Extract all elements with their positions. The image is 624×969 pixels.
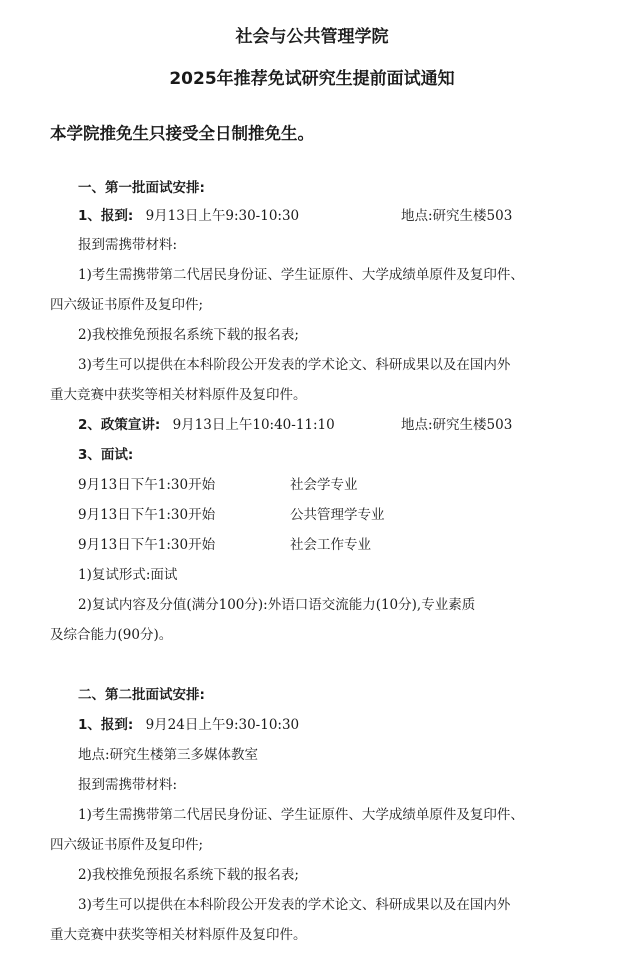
document-subtitle: 2025年推荐免试研究生提前面试通知 xyxy=(169,69,455,89)
second-checkin-place: 地点:研究生楼第三多媒体教室 xyxy=(78,747,259,763)
schedule-row xyxy=(78,533,371,553)
schedule-row xyxy=(78,503,385,523)
schedule-row xyxy=(78,473,358,493)
first-checkin-row xyxy=(78,204,513,224)
second-material-3b: 重大竞赛中获奖等相关材料原件及复印件。 xyxy=(50,927,307,943)
policy-row xyxy=(78,413,513,433)
policy-time: 9月13日上午10:40-11:10 xyxy=(172,417,335,433)
interview-form: 1)复试形式:面试 xyxy=(78,567,178,583)
first-material-3a: 3)考生可以提供在本科阶段公开发表的学术论文、科研成果以及在国内外 xyxy=(78,357,511,373)
schedule-time: 9月13日下午1:30开始 xyxy=(78,507,216,523)
first-checkin-label: 1、报到: xyxy=(78,208,134,224)
lead-statement: 本学院推免生只接受全日制推免生。 xyxy=(50,124,314,143)
second-material-3a: 3)考生可以提供在本科阶段公开发表的学术论文、科研成果以及在国内外 xyxy=(78,897,511,913)
first-batch-heading: 一、第一批面试安排: xyxy=(78,180,205,196)
interview-content-a: 2)复试内容及分值(满分100分):外语口语交流能力(10分),专业素质 xyxy=(78,597,476,613)
first-checkin-place: 地点:研究生楼503 xyxy=(401,208,513,224)
second-batch-heading: 二、第二批面试安排: xyxy=(78,687,205,703)
first-material-3b: 重大竞赛中获奖等相关材料原件及复印件。 xyxy=(50,387,307,403)
first-material-1b: 四六级证书原件及复印件; xyxy=(50,297,204,313)
second-checkin-row xyxy=(78,713,299,733)
second-material-1b: 四六级证书原件及复印件; xyxy=(50,837,204,853)
interview-label: 3、面试: xyxy=(78,447,134,463)
interview-content-b: 及综合能力(90分)。 xyxy=(50,627,173,643)
first-materials-intro: 报到需携带材料: xyxy=(78,237,178,253)
first-checkin-time: 9月13日上午9:30-10:30 xyxy=(145,208,300,224)
second-checkin-label: 1、报到: xyxy=(78,717,134,733)
document-title: 社会与公共管理学院 xyxy=(235,27,389,47)
second-materials-intro: 报到需携带材料: xyxy=(78,777,178,793)
policy-place: 地点:研究生楼503 xyxy=(401,417,513,433)
schedule-major: 社会学专业 xyxy=(290,477,358,493)
second-checkin-time: 9月24日上午9:30-10:30 xyxy=(145,717,300,733)
second-material-1a: 1)考生需携带第二代居民身份证、学生证原件、大学成绩单原件及复印件、 xyxy=(78,807,524,823)
first-material-2: 2)我校推免预报名系统下载的报名表; xyxy=(78,327,299,343)
schedule-time: 9月13日下午1:30开始 xyxy=(78,477,216,493)
schedule-major: 社会工作专业 xyxy=(290,537,371,553)
schedule-time: 9月13日下午1:30开始 xyxy=(78,537,216,553)
schedule-major: 公共管理学专业 xyxy=(290,507,385,523)
policy-label: 2、政策宣讲: xyxy=(78,417,161,433)
first-material-1a: 1)考生需携带第二代居民身份证、学生证原件、大学成绩单原件及复印件、 xyxy=(78,267,524,283)
second-material-2: 2)我校推免预报名系统下载的报名表; xyxy=(78,867,299,883)
